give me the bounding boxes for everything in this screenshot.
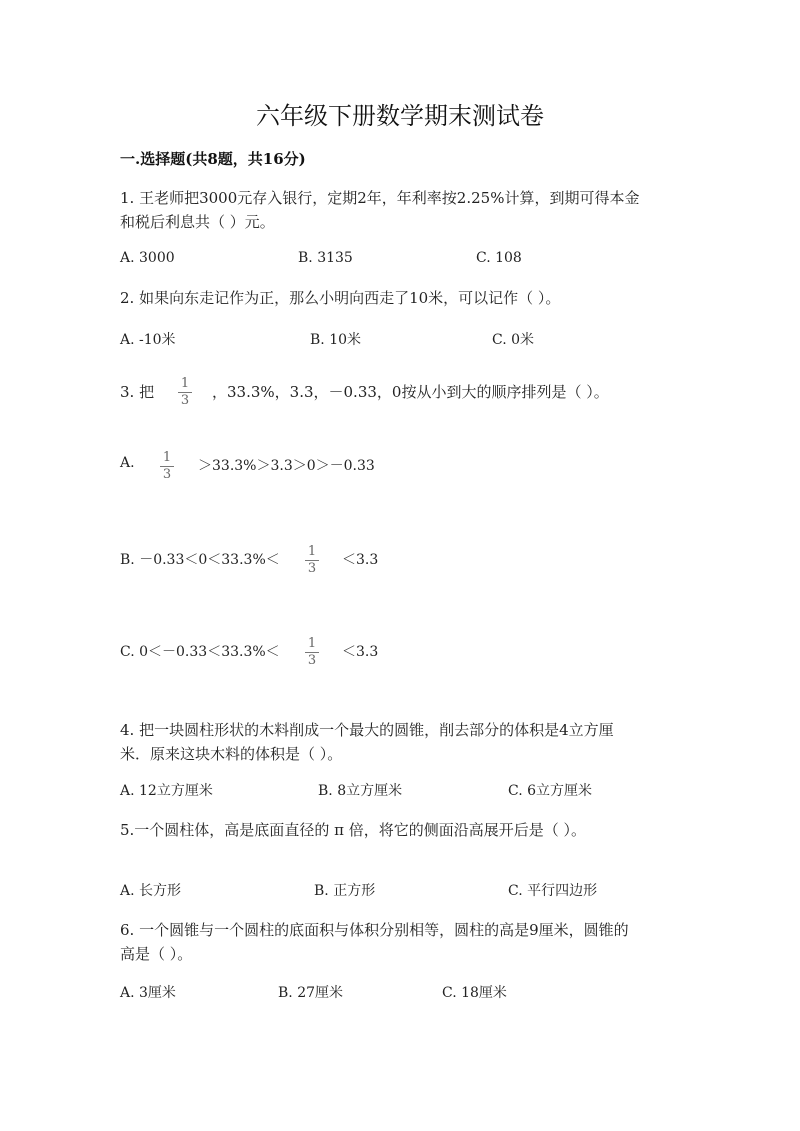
question-1-line-1: 1. 王老师把3000元存入银行，定期2年，年利率按2.25%计算，到期可得本金 xyxy=(120,189,640,207)
question-4-option-a: A. 12立方厘米 xyxy=(120,783,213,799)
question-3-option-b-text: B. －0.33＜0＜33.3%＜ xyxy=(120,552,280,568)
fraction-denominator: 3 xyxy=(307,561,317,576)
question-6-line-1: 6. 一个圆锥与一个圆柱的底面积与体积分别相等，圆柱的高是9厘米，圆锥的 xyxy=(120,921,629,939)
page-title: 六年级下册数学期末测试卷 xyxy=(256,102,544,130)
question-1-option-a: A. 3000 xyxy=(120,250,175,266)
question-5-text: 5.一个圆柱体，高是底面直径的 π 倍，将它的侧面沿高展开后是（ ）。 xyxy=(120,821,586,839)
question-5-option-b: B. 正方形 xyxy=(314,883,376,899)
question-3-option-a-fraction xyxy=(160,451,174,482)
question-3-option-c-fraction xyxy=(305,637,319,668)
question-4-option-b: B. 8立方厘米 xyxy=(318,783,403,799)
fraction-denominator: 3 xyxy=(307,653,317,668)
question-2-option-b: B. 10米 xyxy=(310,332,362,348)
fraction-numerator: 1 xyxy=(307,544,317,559)
fraction-denominator: 3 xyxy=(180,393,190,408)
question-3-option-c-end: ＜3.3 xyxy=(342,644,379,660)
question-4-option-c: C. 6立方厘米 xyxy=(508,783,593,799)
question-6-option-c: C. 18厘米 xyxy=(442,985,507,1001)
question-6-text xyxy=(120,918,629,966)
question-3-option-b-end: ＜3.3 xyxy=(342,552,379,568)
question-3-option-b-fraction xyxy=(305,545,319,576)
question-3-option-a-label: A. xyxy=(120,455,135,471)
question-2-option-a: A. -10米 xyxy=(120,332,176,348)
fraction-denominator: 3 xyxy=(162,467,172,482)
question-1-option-b: B. 3135 xyxy=(298,250,353,266)
question-4-line-1: 4. 把一块圆柱形状的木料削成一个最大的圆锥，削去部分的体积是4立方厘 xyxy=(120,721,614,739)
question-3-option-a-text: ＞33.3%＞3.3＞0＞－0.33 xyxy=(198,458,375,474)
question-3-option-c-text: C. 0＜－0.33＜33.3%＜ xyxy=(120,644,280,660)
question-2-option-c: C. 0米 xyxy=(492,332,535,348)
question-5-option-c: C. 平行四边形 xyxy=(508,883,598,899)
section-heading: 一.选择题(共8题，共16分) xyxy=(120,150,306,168)
question-3-fraction xyxy=(178,377,192,408)
question-1-option-c: C. 108 xyxy=(476,250,522,266)
question-3-suffix: ，33.3%，3.3，－0.33，0按从小到大的顺序排列是（ ）。 xyxy=(212,383,609,401)
question-2-text: 2. 如果向东走记作为正，那么小明向西走了10米，可以记作（ ）。 xyxy=(120,289,561,307)
question-1-text xyxy=(120,186,639,234)
fraction-numerator: 1 xyxy=(180,376,190,391)
question-6-option-b: B. 27厘米 xyxy=(278,985,344,1001)
question-5-option-a: A. 长方形 xyxy=(120,883,182,899)
question-3-prefix: 3. 把 xyxy=(120,383,155,401)
fraction-numerator: 1 xyxy=(162,450,172,465)
question-6-line-2: 高是（ ）。 xyxy=(120,945,193,963)
question-6-option-a: A. 3厘米 xyxy=(120,985,176,1001)
question-4-line-2: 米．原来这块木料的体积是（ ）。 xyxy=(120,745,343,763)
fraction-numerator: 1 xyxy=(307,636,317,651)
question-4-text xyxy=(120,718,614,766)
question-1-line-2: 和税后利息共（ ）元。 xyxy=(120,213,275,231)
